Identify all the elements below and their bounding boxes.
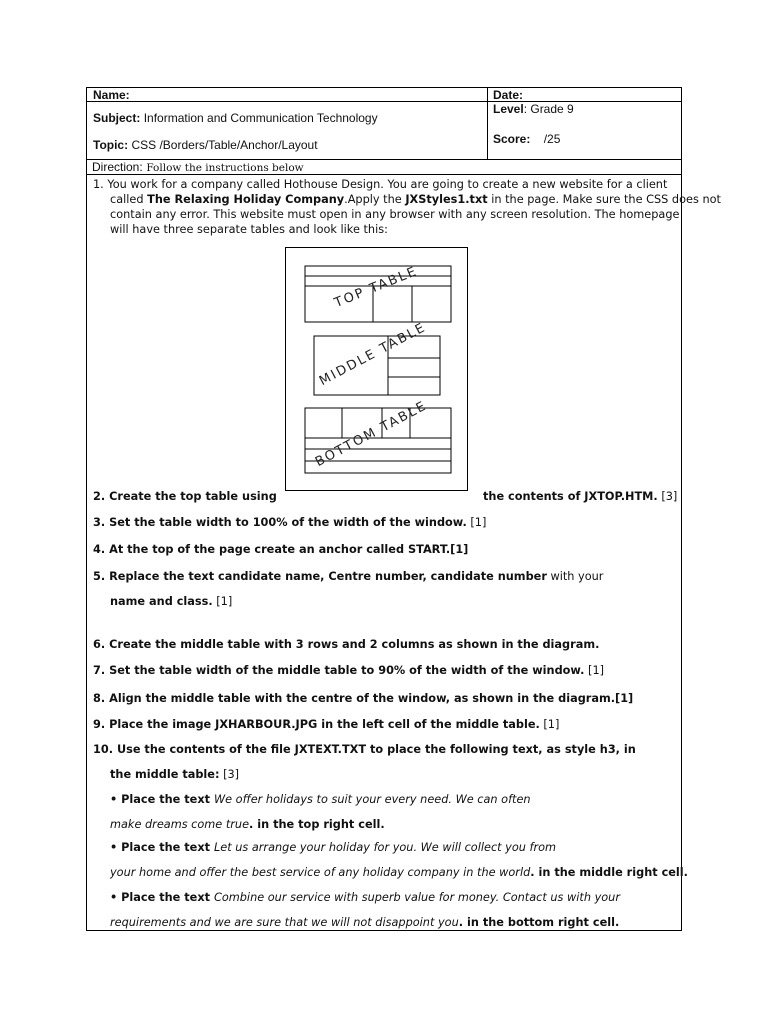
score-value: /25 <box>543 132 561 146</box>
header-divider <box>86 101 682 102</box>
bullet-1-line-1: • Place the text We offer holidays to suit your every need. We can often <box>110 793 531 806</box>
layout-diagram <box>285 247 468 491</box>
question-5-line-1: 5. Replace the text candidate name, Centre number, candidate number with your <box>93 570 604 583</box>
top-table-label: TOP TABLE <box>332 263 420 311</box>
question-2-left: 2. Create the top table using <box>93 490 277 503</box>
bottom-table-label: BOTTOM TABLE <box>312 398 430 470</box>
question-2-right: the contents of JXTOP.HTM. [3] <box>483 490 678 503</box>
intro-line-3: contain any error. This website must open in any browser with any screen resolution. The homepage <box>110 208 680 221</box>
level-field <box>493 102 574 116</box>
name-label: Name: <box>93 88 130 102</box>
direction-field <box>92 160 304 175</box>
middle-table-label: MIDDLE TABLE <box>316 319 429 389</box>
question-4: 4. At the top of the page create an anchor called START.[1] <box>93 543 469 556</box>
topic-field <box>93 138 318 152</box>
bullet-1-line-2: make dreams come true. in the top right cell. <box>110 818 385 831</box>
subject-value: Information and Communication Technology <box>143 111 378 125</box>
bullet-3-line-1: • Place the text Combine our service with superb value for money. Contact us with your <box>110 891 620 904</box>
header-column-divider <box>487 87 488 159</box>
subject-field <box>93 111 378 125</box>
intro-line-4: will have three separate tables and look like this: <box>110 223 388 236</box>
question-5-line-2: name and class. [1] <box>110 595 233 608</box>
date-label: Date: <box>493 88 524 102</box>
score-field <box>493 132 560 146</box>
level-label: Level <box>493 102 524 116</box>
direction-value: Follow the instructions below <box>146 162 304 174</box>
topic-label: Topic: <box>93 138 129 152</box>
intro-line-1: 1. You work for a company called Hothouse Design. You are going to create a new website for a client <box>93 178 668 191</box>
question-3: 3. Set the table width to 100% of the width of the window. [1] <box>93 516 487 529</box>
question-7: 7. Set the table width of the middle table to 90% of the width of the window. [1] <box>93 664 605 677</box>
question-10-line-1: 10. Use the contents of the file JXTEXT.TXT to place the following text, as style h3, in <box>93 743 636 756</box>
level-value: : Grade 9 <box>523 102 574 116</box>
topic-value: CSS /Borders/Table/Anchor/Layout <box>131 138 318 152</box>
bullet-2-line-1: • Place the text Let us arrange your holiday for you. We will collect you from <box>110 841 557 854</box>
direction-label: Direction: <box>92 160 143 174</box>
intro-line-2: called The Relaxing Holiday Company.Apply the JXStyles1.txt in the page. Make sure the CSS does not <box>110 193 721 206</box>
question-8: 8. Align the middle table with the centre of the window, as shown in the diagram.[1] <box>93 692 634 705</box>
question-6: 6. Create the middle table with 3 rows and 2 columns as shown in the diagram. <box>93 638 600 651</box>
question-9: 9. Place the image JXHARBOUR.JPG in the left cell of the middle table. [1] <box>93 718 560 731</box>
score-label: Score: <box>493 132 531 146</box>
bullet-3-line-2: requirements and we are sure that we will not disappoint you. in the bottom right cell. <box>110 916 620 929</box>
question-10-line-2: the middle table: [3] <box>110 768 240 781</box>
subject-label: Subject: <box>93 111 141 125</box>
bullet-2-line-2: your home and offer the best service of any holiday company in the world. in the middle right cell. <box>110 866 688 879</box>
